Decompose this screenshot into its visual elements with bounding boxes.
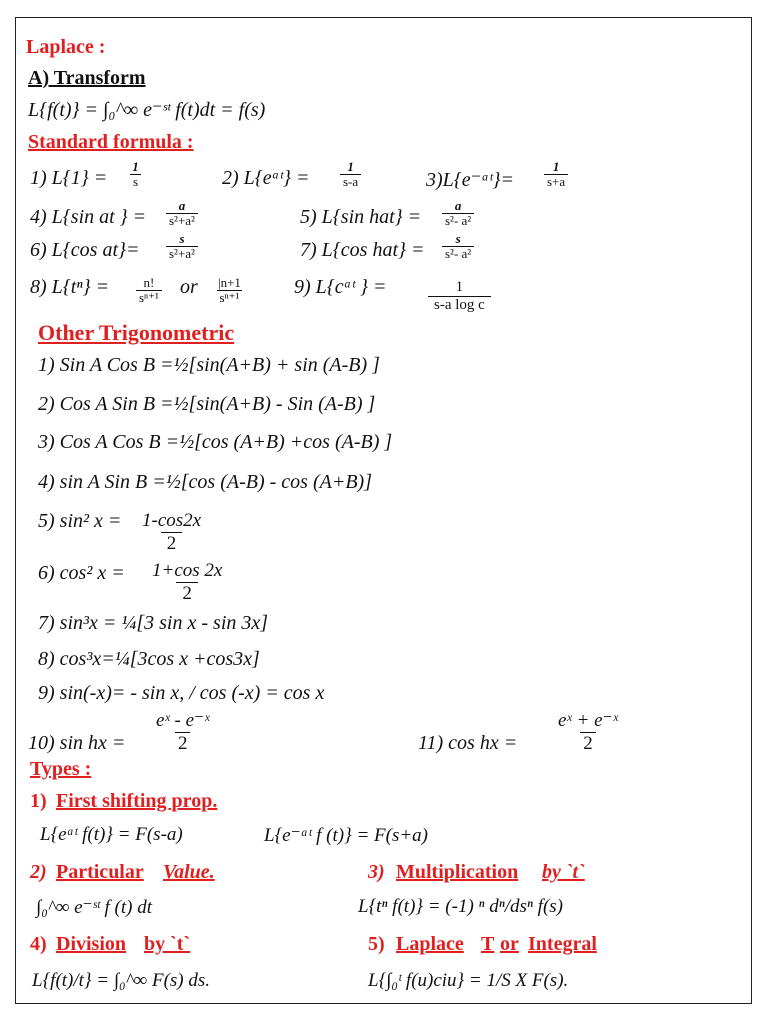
types-heading: Types :	[30, 758, 92, 780]
formula-9-numerator: 1	[455, 279, 464, 295]
formula-2-fraction	[340, 160, 361, 189]
trig-identity-11-numerator: eˣ + e⁻ˣ	[558, 710, 618, 731]
type-4-title-a: Division	[56, 933, 127, 955]
trig-identity-5-fraction	[140, 510, 203, 555]
type-1-number: 1)	[30, 790, 47, 812]
type-3-number: 3)	[368, 861, 385, 883]
trig-identity-11-fraction	[556, 710, 620, 755]
standard-formula-heading: Standard formula :	[28, 131, 194, 153]
trig-identity-6-numerator: 1+cos 2x	[152, 560, 223, 581]
trig-identity-11-denominator: 2	[580, 732, 596, 755]
formula-5-numerator: a	[454, 198, 462, 213]
trig-identity-4: 4) sin A Sin B =½[cos (A-B) - cos (A+B)]	[38, 471, 372, 493]
type-5-formula: L{∫₀ᵗ f(u)ciu} = 1/S X F(s).	[368, 970, 569, 991]
type-2-formula: ∫₀^∞ e⁻ˢᵗ f (t) dt	[36, 897, 153, 918]
type-2-title-b: Value.	[163, 861, 215, 883]
type-3-title-a: Multiplication	[396, 861, 519, 883]
type-5-number: 5)	[368, 933, 385, 955]
trig-identity-11-lhs: 11) cos hx =	[418, 732, 518, 754]
formula-4-fraction	[166, 199, 198, 228]
formula-3-fraction	[544, 160, 568, 189]
type-2-title-a: Particular	[56, 861, 144, 883]
type-4-number: 4)	[30, 933, 47, 955]
trig-identity-6-denominator: 2	[176, 582, 198, 605]
formula-9-denominator: s-a log c	[428, 296, 491, 314]
formula-7-numerator: s	[455, 231, 461, 246]
trig-identity-10-numerator: eˣ - e⁻ˣ	[156, 710, 210, 731]
type-1-title: First shifting prop.	[56, 790, 218, 812]
trig-identity-6-lhs: 6) cos² x =	[38, 562, 125, 584]
formula-1-fraction	[130, 160, 141, 189]
formula-9-fraction	[428, 279, 491, 314]
formula-1-numerator: 1	[132, 159, 139, 174]
trig-heading: Other Trigonometric	[38, 320, 235, 345]
type-5-title-c: or	[500, 933, 519, 955]
type-3-formula: L{tⁿ f(t)} = (-1) ⁿ dⁿ/dsⁿ f(s)	[358, 896, 563, 917]
section-transform-heading: A) Transform	[28, 67, 146, 89]
trig-identity-9: 9) sin(-x)= - sin x, / cos (-x) = cos x	[38, 682, 325, 704]
formula-4-lhs: 4) L{sin at } =	[30, 206, 147, 228]
trig-identity-5-lhs: 5) sin² x =	[38, 510, 122, 532]
trig-identity-5-denominator: 2	[161, 532, 183, 555]
page-border	[15, 17, 752, 1004]
page-title: Laplace :	[26, 36, 106, 58]
formula-2-lhs: 2) L{eᵃᵗ} =	[222, 167, 310, 189]
trig-identity-8: 8) cos³x=¼[3cos x +cos3x]	[38, 648, 260, 670]
formula-3-denominator: s+a	[544, 174, 568, 189]
formula-4-denominator: s²+a²	[166, 213, 198, 228]
formula-6-numerator: s	[179, 231, 185, 246]
formula-8-lhs: 8) L{tⁿ} =	[30, 276, 110, 298]
formula-8-fraction	[136, 276, 162, 305]
formula-3-numerator: 1	[552, 159, 560, 174]
type-4-title-b: by `t`	[144, 933, 191, 955]
formula-2-numerator: 1	[347, 159, 354, 174]
formula-8-denominator-alt: sⁿ⁺¹	[217, 290, 243, 305]
formula-7-denominator: s²- a²	[442, 246, 474, 261]
formula-8-denominator: sⁿ⁺¹	[136, 290, 162, 305]
formula-5-lhs: 5) L{sin hat} =	[300, 206, 422, 228]
trig-identity-1: 1) Sin A Cos B =½[sin(A+B) + sin (A-B) ]	[38, 354, 380, 376]
trig-identity-10-fraction	[154, 710, 211, 755]
formula-6-denominator: s²+a²	[166, 246, 198, 261]
trig-identity-5-numerator: 1-cos2x	[142, 510, 202, 531]
formula-1-denominator: s	[130, 174, 141, 189]
type-5-title-d: Integral	[528, 933, 597, 955]
formula-8-numerator-alt: |n+1	[218, 275, 241, 290]
type-5-title-b: T	[481, 933, 495, 955]
formula-4-numerator: a	[178, 198, 186, 213]
formula-5-fraction	[442, 199, 474, 228]
trig-identity-6-fraction	[150, 560, 224, 605]
formula-7-lhs: 7) L{cos hat} =	[300, 239, 425, 261]
formula-3-lhs: 3)L{e⁻ᵃᵗ}=	[426, 169, 515, 191]
trig-identity-7: 7) sin³x = ¼[3 sin x - sin 3x]	[38, 612, 269, 634]
type-5-title-a: Laplace	[396, 933, 464, 955]
formula-5-denominator: s²- a²	[442, 213, 474, 228]
formula-7-fraction	[442, 232, 474, 261]
formula-2-denominator: s-a	[340, 174, 361, 189]
type-3-title-b: by `t`	[542, 861, 585, 883]
laplace-definition: L{f(t)} = ∫₀^∞ e⁻ˢᵗ f(t)dt = f(s)	[28, 99, 266, 121]
trig-identity-2: 2) Cos A Sin B =½[sin(A+B) - Sin (A-B) ]	[38, 393, 376, 415]
formula-6-fraction	[166, 232, 198, 261]
trig-identity-10-lhs: 10) sin hx =	[28, 732, 126, 754]
formula-8-numerator: n!	[143, 275, 155, 290]
type-1-formula-b: L{e⁻ᵃᵗ f (t)} = F(s+a)	[264, 825, 428, 846]
trig-identity-3: 3) Cos A Cos B =½[cos (A+B) +cos (A-B) ]	[38, 431, 393, 453]
formula-6-lhs: 6) L{cos at}=	[30, 239, 140, 261]
type-4-formula: L{f(t)/t} = ∫₀^∞ F(s) ds.	[32, 970, 211, 991]
type-2-number: 2)	[30, 861, 47, 883]
formula-8-fraction-alt	[216, 276, 243, 305]
formula-8-or: or	[180, 276, 198, 298]
formula-1-lhs: 1) L{1} =	[30, 167, 108, 189]
trig-identity-10-denominator: 2	[175, 732, 191, 755]
formula-9-lhs: 9) L{cᵃᵗ } =	[294, 276, 387, 298]
type-1-formula-a: L{eᵃᵗ f(t)} = F(s-a)	[40, 824, 183, 845]
